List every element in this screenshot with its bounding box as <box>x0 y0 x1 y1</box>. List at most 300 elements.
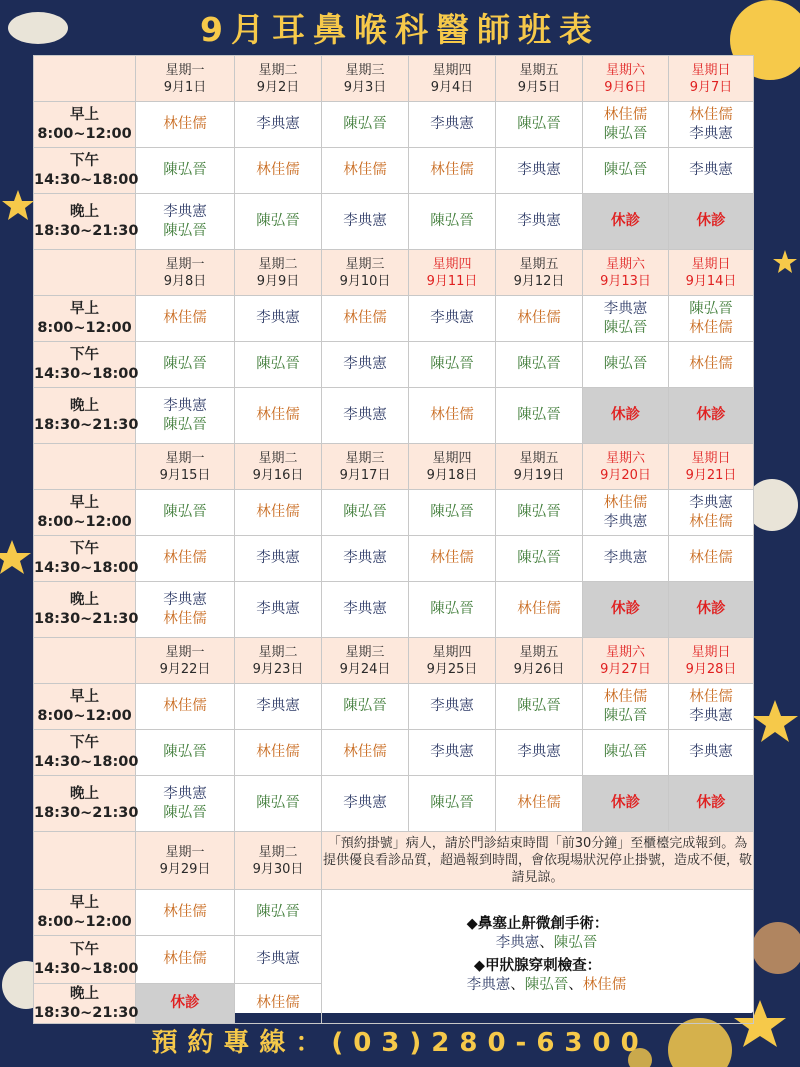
doctor-name: 陳弘晉 <box>603 125 648 142</box>
date-label: 9月21日 <box>685 467 737 483</box>
doctor-cell <box>409 684 496 730</box>
date-label: 9月27日 <box>600 661 651 677</box>
doctor-name: 李典憲 <box>256 310 300 326</box>
doctor-cell <box>583 490 669 536</box>
weekday-label: 星期一 <box>165 844 205 860</box>
day-header-cell <box>409 250 496 296</box>
doctor-name: 林佳儒 <box>517 601 561 617</box>
doctor-name: 林佳儒 <box>689 688 733 705</box>
doctor-name: 林佳儒 <box>256 162 300 178</box>
notice-text: 「預約掛號」病人，請於門診結束時間「前30分鐘」至櫃檯完成報到。為提供優良看診品質，超過報到時間，會依現場狀況停止掛號，造成不便，敬請見諒。 <box>322 836 752 885</box>
doctor-name: 李典憲 <box>689 744 733 760</box>
doctor-cell <box>409 342 496 388</box>
weekday-label: 星期五 <box>519 644 559 660</box>
schedule-row <box>34 388 754 444</box>
schedule-row <box>34 490 754 536</box>
week-header-row <box>34 832 754 890</box>
day-header-cell <box>583 250 669 296</box>
time-slot-cell <box>34 890 136 936</box>
doctor-cell <box>409 388 496 444</box>
doctor-cell <box>322 776 409 832</box>
doctor-cell <box>136 490 235 536</box>
day-header-cell <box>583 56 669 102</box>
day-header-cell <box>669 638 754 684</box>
slot-time: 14:30~18:00 <box>34 365 139 382</box>
doctor-cell <box>235 102 322 148</box>
doctor-cell <box>669 490 754 536</box>
doctor-cell <box>583 296 669 342</box>
header-corner-cell <box>34 250 136 296</box>
slot-name: 下午 <box>70 152 99 169</box>
doctor-name: 李典憲 <box>603 513 648 530</box>
doctor-cell <box>583 684 669 730</box>
schedule-row <box>34 776 754 832</box>
closed-label: 休診 <box>611 213 640 229</box>
doctor-cell <box>669 684 754 730</box>
doctor-cell <box>669 536 754 582</box>
closed-cell <box>583 194 669 250</box>
doctor-name: 林佳儒 <box>582 976 627 993</box>
day-header-cell <box>583 638 669 684</box>
closed-label: 休診 <box>696 795 726 811</box>
doctor-name: 陳弘晉 <box>517 407 561 423</box>
time-slot-cell <box>34 296 136 342</box>
doctor-name: 林佳儒 <box>256 995 300 1011</box>
day-header-cell <box>136 56 235 102</box>
doctor-cell <box>409 102 496 148</box>
doctor-cell <box>322 730 409 776</box>
doctor-name: 陳弘晉 <box>163 416 207 433</box>
doctor-cell <box>235 684 322 730</box>
closed-label: 休診 <box>170 995 200 1011</box>
time-slot-cell <box>34 490 136 536</box>
doctor-name: 林佳儒 <box>603 106 648 123</box>
weekday-label: 星期日 <box>691 62 731 78</box>
doctor-cell <box>409 194 496 250</box>
schedule-row <box>34 684 754 730</box>
procedure-label: ◆鼻塞止鼾微創手術： <box>466 915 609 932</box>
doctor-name: 陳弘晉 <box>343 698 387 714</box>
time-slot-cell <box>34 936 139 984</box>
doctor-cell <box>322 194 409 250</box>
weekday-label: 星期六 <box>605 644 645 660</box>
doctor-cell <box>235 490 322 536</box>
doctor-name: 李典憲 <box>256 698 300 714</box>
doctor-name: 李典憲 <box>689 494 733 511</box>
doctor-name: 陳弘晉 <box>163 804 207 821</box>
doctor-name: 陳弘晉 <box>256 795 300 811</box>
doctor-cell <box>496 684 583 730</box>
date-label: 9月17日 <box>339 467 391 483</box>
doctor-cell <box>235 730 322 776</box>
date-label: 9月9日 <box>256 273 300 289</box>
doctor-cell <box>322 490 409 536</box>
slot-name: 晚上 <box>70 203 99 220</box>
doctor-cell <box>409 776 496 832</box>
day-header-cell <box>496 56 583 102</box>
date-label: 9月28日 <box>685 661 737 677</box>
doctor-cell <box>496 148 583 194</box>
date-label: 9月11日 <box>426 273 478 289</box>
doctor-cell <box>496 388 583 444</box>
weekday-label: 星期日 <box>691 450 731 466</box>
doctor-cell <box>136 342 235 388</box>
date-label: 9月1日 <box>163 79 207 95</box>
date-label: 9月8日 <box>163 273 207 289</box>
doctor-name: 林佳儒 <box>603 494 648 511</box>
doctor-cell <box>669 296 754 342</box>
procedures-info <box>322 890 754 1024</box>
slot-time: 14:30~18:00 <box>34 171 139 188</box>
date-label: 9月14日 <box>685 273 737 289</box>
closed-cell <box>669 776 754 832</box>
weekday-label: 星期四 <box>432 450 472 466</box>
doctor-name: 李典憲 <box>163 785 207 802</box>
doctor-name: 林佳儒 <box>689 550 733 566</box>
doctor-cell <box>235 296 322 342</box>
slot-time: 8:00~12:00 <box>37 913 132 930</box>
doctor-cell <box>322 148 409 194</box>
doctor-name: 李典憲 <box>495 934 540 951</box>
weekday-label: 星期三 <box>345 62 385 78</box>
slot-time: 8:00~12:00 <box>37 125 132 142</box>
schedule-row <box>34 342 754 388</box>
doctor-name: 林佳儒 <box>163 310 207 326</box>
doctor-name: 陳弘晉 <box>517 504 561 520</box>
doctor-name: 李典憲 <box>256 601 300 617</box>
doctor-name: 陳弘晉 <box>343 116 387 132</box>
day-header-cell <box>322 250 409 296</box>
doctor-name: 陳弘晉 <box>430 213 474 229</box>
day-header-cell <box>136 444 235 490</box>
date-label: 9月15日 <box>159 467 211 483</box>
doctor-name: 陳弘晉 <box>163 222 207 239</box>
day-header-cell <box>136 832 235 890</box>
header-corner-cell <box>34 832 136 890</box>
doctor-name: 陳弘晉 <box>256 356 300 372</box>
doctor-name: 林佳儒 <box>343 744 387 760</box>
doctor-name: 林佳儒 <box>430 407 474 423</box>
date-label: 9月10日 <box>339 273 391 289</box>
doctor-name: 陳弘晉 <box>430 504 474 520</box>
slot-name: 早上 <box>70 106 99 123</box>
date-label: 9月12日 <box>513 273 565 289</box>
doctor-cell <box>583 148 669 194</box>
time-slot-cell <box>34 102 136 148</box>
doctor-name: 林佳儒 <box>163 550 207 566</box>
page-title: 9月耳鼻喉科醫師班表 <box>200 10 600 49</box>
doctor-name: 陳弘晉 <box>603 707 648 724</box>
doctor-name: 林佳儒 <box>689 319 733 336</box>
slot-name: 早上 <box>70 300 99 317</box>
doctor-cell <box>322 342 409 388</box>
time-slot-cell <box>34 148 139 194</box>
doctor-cell <box>409 582 496 638</box>
slot-time: 18:30~21:30 <box>34 1004 139 1021</box>
header-corner-cell <box>34 56 136 102</box>
doctor-name: 李典憲 <box>603 300 648 317</box>
doctor-name: 林佳儒 <box>430 162 474 178</box>
doctor-cell <box>669 148 754 194</box>
doctor-cell <box>496 582 583 638</box>
doctor-name: 林佳儒 <box>163 116 207 132</box>
doctor-name: 陳弘晉 <box>163 162 207 178</box>
doctor-cell <box>235 890 322 936</box>
doctor-name: 陳弘晉 <box>517 698 561 714</box>
date-label: 9月22日 <box>159 661 211 677</box>
day-header-cell <box>136 250 235 296</box>
doctor-cell <box>322 102 409 148</box>
reservation-notice <box>322 832 754 890</box>
doctor-name: 李典憲 <box>343 550 387 566</box>
day-header-cell <box>669 444 754 490</box>
procedure-label: ◆甲狀腺穿刺檢查： <box>473 957 602 974</box>
slot-name: 早上 <box>70 688 99 705</box>
day-header-cell <box>669 250 754 296</box>
time-slot-cell <box>34 388 139 444</box>
slot-name: 早上 <box>70 494 99 511</box>
day-header-cell <box>235 444 322 490</box>
schedule-row <box>34 536 754 582</box>
doctor-cell <box>322 582 409 638</box>
doctor-cell <box>409 536 496 582</box>
weekday-label: 星期四 <box>432 256 472 272</box>
doctor-name: 陳弘晉 <box>689 300 733 317</box>
doctor-cell <box>409 148 496 194</box>
header-corner-cell <box>34 638 136 684</box>
doctor-name: 林佳儒 <box>163 698 207 714</box>
weekday-label: 星期四 <box>432 644 472 660</box>
closed-label: 休診 <box>611 795 640 811</box>
closed-label: 休診 <box>611 601 640 617</box>
closed-label: 休診 <box>696 407 726 423</box>
slot-name: 晚上 <box>70 785 99 802</box>
date-label: 9月4日 <box>430 79 474 95</box>
doctor-name: 李典憲 <box>256 951 300 967</box>
doctor-name: 李典憲 <box>430 116 474 132</box>
closed-cell <box>669 194 754 250</box>
date-label: 9月29日 <box>159 861 211 877</box>
weekday-label: 星期日 <box>691 256 731 272</box>
doctor-name: 林佳儒 <box>256 504 300 520</box>
doctor-name: 陳弘晉 <box>524 976 569 993</box>
date-label: 9月7日 <box>689 79 733 95</box>
doctor-cell <box>583 536 669 582</box>
doctor-name: 李典憲 <box>343 795 387 811</box>
doctor-name: 陳弘晉 <box>603 319 648 336</box>
doctor-name: 李典憲 <box>163 203 207 220</box>
doctor-name: 李典憲 <box>343 213 387 229</box>
closed-cell <box>669 388 754 444</box>
slot-time: 8:00~12:00 <box>37 513 132 530</box>
doctor-cell <box>136 684 235 730</box>
closed-label: 休診 <box>696 213 726 229</box>
procedure-doctors: 李典憲、陳弘晉、林佳儒 <box>466 976 627 993</box>
day-header-cell <box>235 832 322 890</box>
doctor-name: 林佳儒 <box>603 688 648 705</box>
doctor-cell <box>583 730 669 776</box>
closed-cell <box>583 582 669 638</box>
doctor-cell <box>136 388 235 444</box>
doctor-cell <box>496 490 583 536</box>
doctor-cell <box>496 296 583 342</box>
header-corner-cell <box>34 444 136 490</box>
booking-phone-line: 預約專線：(03)280-6300 <box>151 1028 649 1058</box>
weekday-label: 星期四 <box>432 62 472 78</box>
doctor-name: 陳弘晉 <box>603 162 648 178</box>
doctor-cell <box>136 536 235 582</box>
slot-name: 晚上 <box>70 985 99 1002</box>
doctor-name: 林佳儒 <box>163 610 207 627</box>
doctor-name: 李典憲 <box>343 407 387 423</box>
date-label: 9月5日 <box>517 79 561 95</box>
day-header-cell <box>322 638 409 684</box>
date-label: 9月18日 <box>426 467 478 483</box>
time-slot-cell <box>34 194 139 250</box>
weekday-label: 星期一 <box>165 62 205 78</box>
doctor-name: 陳弘晉 <box>163 356 207 372</box>
schedule-row <box>34 582 754 638</box>
doctor-name: 李典憲 <box>517 213 561 229</box>
doctor-name: 李典憲 <box>517 162 561 178</box>
slot-name: 早上 <box>70 894 99 911</box>
week-header-row <box>34 444 754 490</box>
slot-time: 18:30~21:30 <box>34 222 139 239</box>
weekday-label: 星期五 <box>519 450 559 466</box>
weekday-label: 星期二 <box>258 62 298 78</box>
doctor-name: 陳弘晉 <box>553 934 598 951</box>
date-label: 9月20日 <box>600 467 651 483</box>
doctor-cell <box>496 730 583 776</box>
slot-name: 晚上 <box>70 591 99 608</box>
weekday-label: 星期二 <box>258 644 298 660</box>
day-header-cell <box>322 56 409 102</box>
closed-cell <box>669 582 754 638</box>
weekday-label: 星期六 <box>605 62 645 78</box>
slot-name: 晚上 <box>70 397 99 414</box>
doctor-cell <box>235 582 322 638</box>
date-label: 9月25日 <box>426 661 478 677</box>
day-header-cell <box>669 56 754 102</box>
doctor-cell <box>583 342 669 388</box>
schedule-row <box>34 890 754 936</box>
time-slot-cell <box>34 776 139 832</box>
doctor-name: 林佳儒 <box>517 795 561 811</box>
doctor-cell <box>669 102 754 148</box>
doctor-name: 李典憲 <box>430 698 474 714</box>
doctor-cell <box>409 490 496 536</box>
doctor-name: 林佳儒 <box>343 162 387 178</box>
doctor-cell <box>669 730 754 776</box>
doctor-name: 李典憲 <box>163 397 207 414</box>
date-label: 9月23日 <box>252 661 304 677</box>
doctor-cell <box>496 342 583 388</box>
doctor-cell <box>496 102 583 148</box>
doctor-cell <box>136 582 235 638</box>
slot-name: 下午 <box>70 734 99 751</box>
doctor-cell <box>235 148 322 194</box>
doctor-cell <box>235 984 322 1024</box>
date-label: 9月30日 <box>252 861 304 877</box>
date-label: 9月13日 <box>600 273 651 289</box>
doctor-name: 陳弘晉 <box>603 744 648 760</box>
doctor-name: 陳弘晉 <box>517 116 561 132</box>
slot-time: 18:30~21:30 <box>34 416 139 433</box>
doctor-name: 李典憲 <box>466 976 511 993</box>
schedule-row <box>34 194 754 250</box>
closed-cell <box>583 776 669 832</box>
day-header-cell <box>136 638 235 684</box>
doctor-cell <box>322 536 409 582</box>
day-header-cell <box>496 638 583 684</box>
doctor-name: 林佳儒 <box>430 550 474 566</box>
weekday-label: 星期五 <box>519 256 559 272</box>
closed-cell <box>136 984 235 1024</box>
doctor-name: 陳弘晉 <box>430 356 474 372</box>
slot-time: 14:30~18:00 <box>34 753 139 770</box>
slot-time: 14:30~18:00 <box>34 559 139 576</box>
procedure-doctors: 李典憲、陳弘晉 <box>495 934 598 951</box>
doctor-name: 林佳儒 <box>163 951 207 967</box>
week-header-row <box>34 56 754 102</box>
doctor-cell <box>669 342 754 388</box>
doctor-name: 陳弘晉 <box>603 356 648 372</box>
doctor-name: 陳弘晉 <box>430 601 474 617</box>
time-slot-cell <box>34 730 139 776</box>
time-slot-cell <box>34 684 136 730</box>
doctor-name: 李典憲 <box>603 550 648 566</box>
doctor-name: 陳弘晉 <box>517 550 561 566</box>
slot-name: 下午 <box>70 941 99 958</box>
doctor-cell <box>322 296 409 342</box>
day-header-cell <box>409 638 496 684</box>
doctor-name: 陳弘晉 <box>343 504 387 520</box>
doctor-name: 陳弘晉 <box>163 504 207 520</box>
day-header-cell <box>235 250 322 296</box>
weekday-label: 星期二 <box>258 844 298 860</box>
time-slot-cell <box>34 536 139 582</box>
day-header-cell <box>409 56 496 102</box>
doctor-cell <box>496 536 583 582</box>
weekday-label: 星期三 <box>345 644 385 660</box>
weekday-label: 星期二 <box>258 450 298 466</box>
doctor-cell <box>322 684 409 730</box>
doctor-name: 李典憲 <box>256 116 300 132</box>
day-header-cell <box>583 444 669 490</box>
doctor-name: 陳弘晉 <box>256 213 300 229</box>
weekday-label: 星期三 <box>345 256 385 272</box>
doctor-name: 李典憲 <box>430 744 474 760</box>
doctor-name: 林佳儒 <box>256 744 300 760</box>
weekday-label: 星期五 <box>519 62 559 78</box>
date-label: 9月26日 <box>513 661 565 677</box>
doctor-cell <box>409 296 496 342</box>
time-slot-cell <box>34 984 139 1024</box>
week-header-row <box>34 250 754 296</box>
date-label: 9月16日 <box>252 467 304 483</box>
doctor-name: 李典憲 <box>689 162 733 178</box>
doctor-name: 林佳儒 <box>163 904 207 920</box>
doctor-cell <box>496 776 583 832</box>
doctor-name: 林佳儒 <box>343 310 387 326</box>
date-label: 9月3日 <box>343 79 387 95</box>
doctor-name: 李典憲 <box>256 550 300 566</box>
weekday-label: 星期一 <box>165 644 205 660</box>
day-header-cell <box>322 444 409 490</box>
day-header-cell <box>235 56 322 102</box>
schedule-row <box>34 296 754 342</box>
date-label: 9月19日 <box>513 467 565 483</box>
